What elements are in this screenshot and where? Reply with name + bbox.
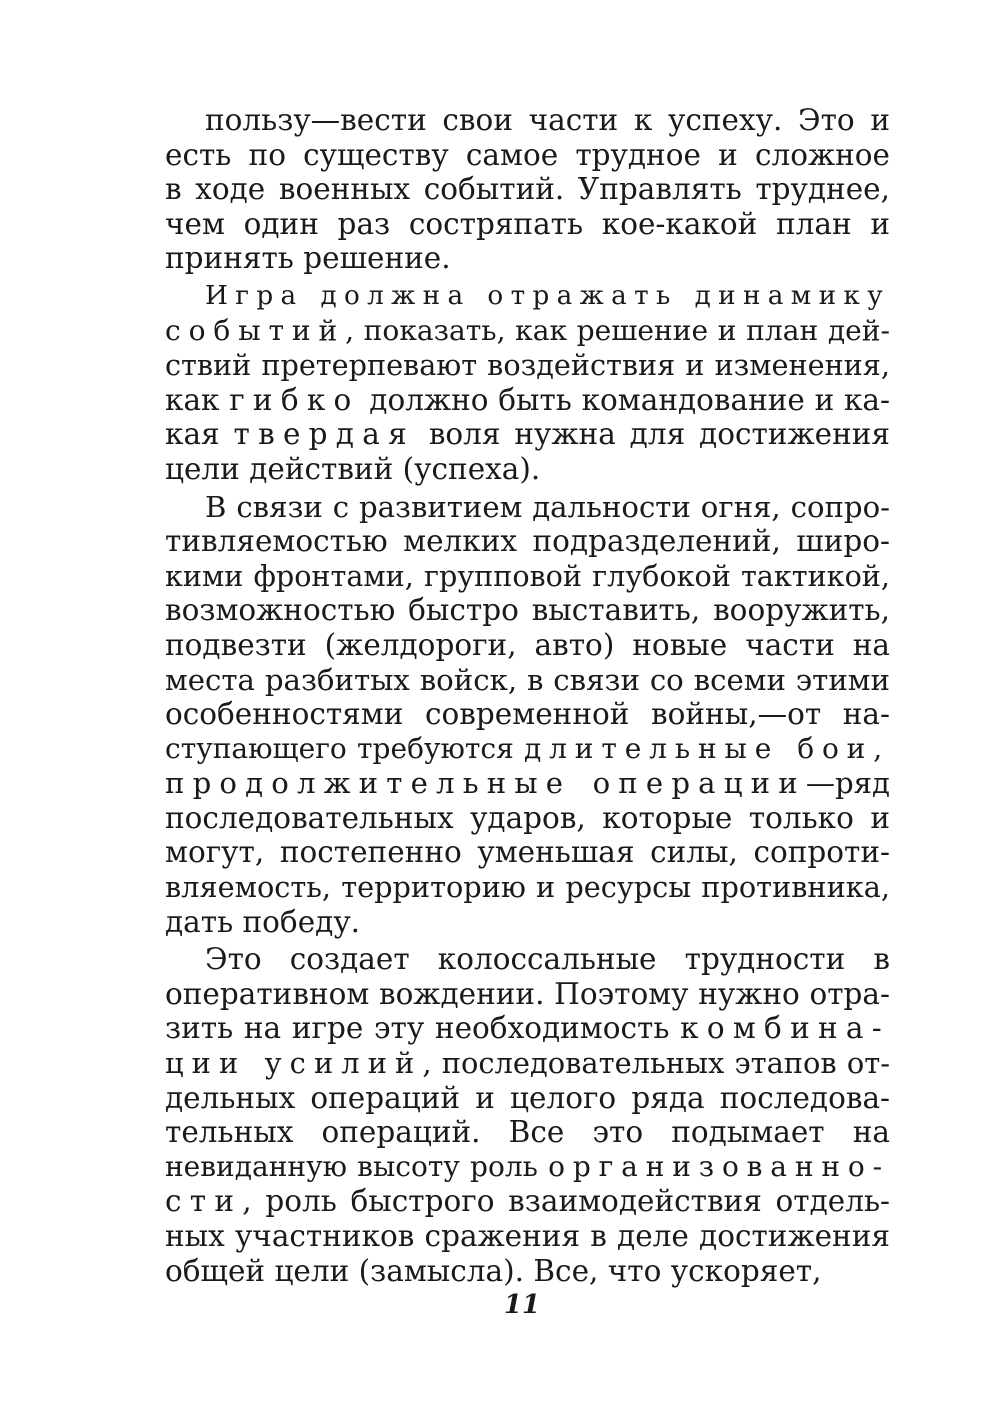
text-run: , показать, как решение и план дей-	[345, 313, 890, 347]
text-run: ствий претерпевают воздействия и изменения,	[165, 348, 890, 383]
text-line	[165, 559, 890, 594]
text-line	[165, 663, 890, 698]
text-run: кая	[165, 417, 234, 452]
text-line	[165, 417, 890, 452]
text-line	[165, 279, 890, 314]
text-run: последовательных ударов, которые только и	[165, 800, 890, 835]
text-run: тельных операций. Все это подымает на	[165, 1115, 890, 1150]
text-run: должно быть командование и ка-	[359, 382, 890, 417]
text-run: вляемость, территорию и ресурсы противника,	[165, 870, 890, 905]
text-line	[165, 1150, 890, 1185]
text-line	[165, 207, 890, 242]
paragraph	[165, 490, 890, 940]
page-number: 11	[503, 1290, 541, 1320]
text-run: дельных операций и целого ряда последова-	[165, 1080, 890, 1115]
text-line	[165, 942, 890, 977]
text-line	[165, 1254, 890, 1289]
text-run: ных участников сражения в деле достижения	[165, 1219, 890, 1253]
text-line	[165, 452, 890, 487]
text-run: есть по существу самое трудное и сложное	[165, 137, 890, 172]
text-line	[165, 383, 890, 418]
text-line	[165, 348, 890, 383]
text-line	[165, 1115, 890, 1150]
text-line	[165, 524, 890, 559]
text-run: —ряд	[805, 766, 890, 801]
text-line	[165, 314, 890, 349]
paragraph	[165, 942, 890, 1288]
text-run: ступающего требуются	[165, 731, 524, 765]
text-line	[165, 241, 890, 276]
spaced-emphasis: твердая	[233, 417, 415, 452]
text-run: воля нужна для достижения	[414, 417, 890, 452]
text-line	[165, 1081, 890, 1116]
text-line	[165, 138, 890, 173]
text-line	[165, 766, 890, 801]
spaced-emphasis: организованно-	[548, 1149, 890, 1183]
text-line	[165, 1184, 890, 1219]
text-run: общей цели (замысла). Все, что ускоряет,	[165, 1253, 822, 1288]
text-line	[165, 1011, 890, 1046]
text-line	[165, 490, 890, 525]
text-run: цели действий (успеха).	[165, 451, 541, 486]
text-line	[165, 1219, 890, 1254]
text-run: , роль быстрого взаимодействия отдель-	[242, 1184, 890, 1219]
text-line	[165, 1046, 890, 1081]
text-run: пользу—вести свои части к успеху. Это и	[205, 103, 890, 137]
text-run: Это создает колоссальные трудности в	[205, 942, 890, 977]
text-line	[165, 172, 890, 207]
text-run: возможностью быстро выставить, вооружить,	[165, 593, 890, 628]
text-run: принять решение.	[165, 241, 451, 276]
text-run: оперативном вождении. Поэтому нужно отра-	[165, 976, 890, 1011]
spaced-emphasis: сти	[165, 1184, 243, 1219]
text-line	[165, 732, 890, 767]
text-run: зить на игре эту необходимость	[165, 1011, 681, 1046]
text-run: могут, постепенно уменьшая силы, сопроти-	[165, 835, 890, 870]
text-run: места разбитых войск, в связи со всеми этими	[165, 662, 890, 697]
text-run: невиданную высоту роль	[165, 1149, 549, 1183]
body-text	[165, 103, 890, 1288]
spaced-emphasis: комбина-	[680, 1011, 890, 1046]
text-line	[165, 628, 890, 663]
text-line	[165, 835, 890, 870]
text-line	[165, 593, 890, 628]
text-line	[165, 870, 890, 905]
spaced-emphasis: продолжительные операции	[165, 766, 806, 801]
text-run: в ходе военных событий. Управлять труднее,	[165, 172, 890, 207]
text-line	[165, 905, 890, 940]
text-line	[165, 801, 890, 836]
text-run: В связи с развитием дальности огня, сопро-	[205, 489, 890, 524]
text-line	[165, 977, 890, 1012]
text-run: чем один раз состряпать кое-какой план и	[165, 206, 890, 241]
text-run: тивляемостью мелких подразделений, широ-	[165, 524, 890, 559]
spaced-emphasis: гибко	[229, 382, 360, 417]
text-run: кими фронтами, групповой глубокой тактикой,	[165, 558, 890, 593]
spaced-emphasis: ции усилий	[165, 1046, 423, 1081]
spaced-emphasis: событий	[165, 313, 346, 347]
text-run: , последовательных этапов от-	[422, 1046, 890, 1081]
spaced-emphasis: Игра должна отражать динамику	[205, 280, 890, 311]
spaced-emphasis: длительные бои,	[524, 731, 891, 765]
text-run: как	[165, 382, 230, 417]
text-line	[165, 697, 890, 732]
text-run: подвезти (желдороги, авто) новые части на	[165, 627, 890, 662]
paragraph	[165, 103, 890, 276]
paragraph	[165, 279, 890, 487]
text-run: дать победу.	[165, 904, 361, 939]
text-line	[165, 103, 890, 138]
text-run: особенностями современной войны,—от на-	[165, 697, 890, 732]
